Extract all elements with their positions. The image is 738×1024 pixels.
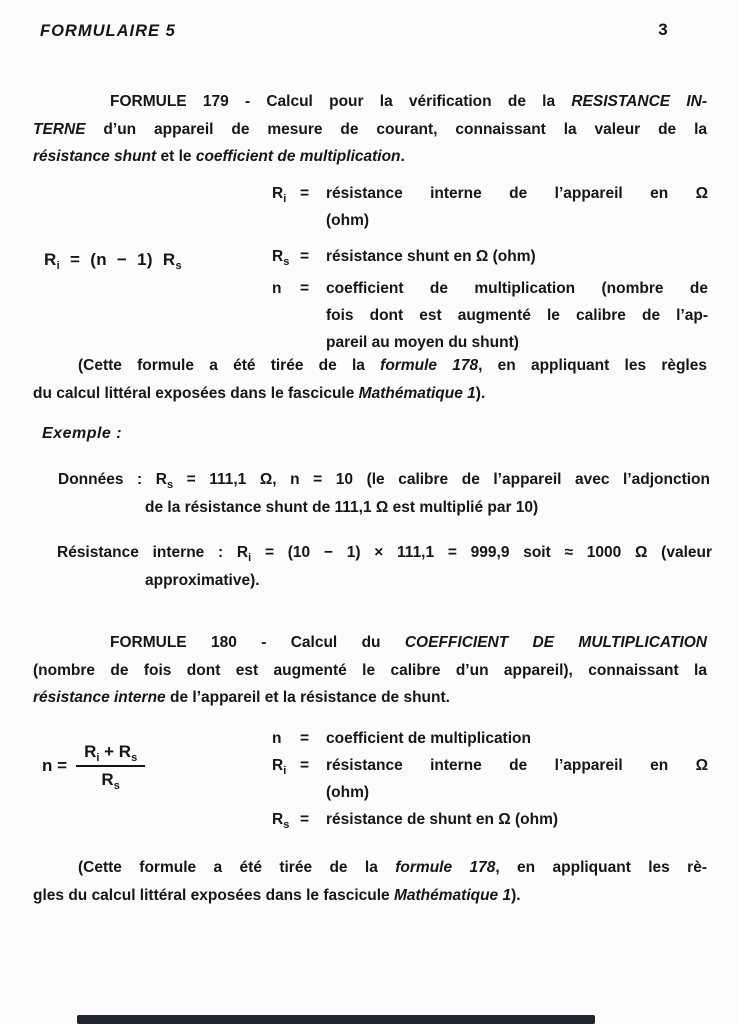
def-text: résistance interne de l’appareil en Ω (ohm): [326, 185, 708, 229]
intro-line: résistance shunt et le coefficient de multiplication.: [33, 148, 405, 165]
example-label: Exemple :: [42, 425, 123, 442]
def-row: [272, 243, 708, 270]
def-row: [272, 752, 708, 806]
emphasis: coefficient de multiplication: [195, 148, 401, 165]
emphasis: Mathématique 1: [393, 886, 512, 904]
example-result: [57, 539, 712, 594]
def-symbol: $R_i$: [272, 185, 287, 205]
def-text: résistance de shunt en Ω (ohm): [326, 811, 559, 828]
definitions-180: [272, 725, 708, 833]
intro-line: TERNE d’un appareil de mesure de courant, connaissant la valeur de la: [33, 120, 707, 138]
note-line: (Cette formule a été tirée de la formule 178, en appliquant les rè-: [78, 859, 707, 876]
note-line: (Cette formule a été tirée de la formule 178, en appliquant les règles: [78, 357, 707, 374]
note-line: gles du calcul littéral exposées dans le fascicule Mathématique 1).: [33, 886, 521, 904]
def-symbol: $R_s$: [272, 811, 290, 831]
definitions-179: [272, 180, 708, 356]
def-symbol: $R_i$: [272, 757, 287, 777]
formula-lhs: n =: [42, 756, 68, 775]
emphasis: résistance interne: [33, 689, 166, 706]
formula-coefficient: [42, 742, 145, 790]
equals-sign: =: [300, 811, 310, 828]
note-line: du calcul littéral exposées dans le fascicule Mathématique 1).: [33, 384, 486, 402]
emphasis: RESISTANCE IN-: [571, 93, 707, 110]
def-text: coefficient de multiplication: [326, 730, 531, 747]
equals-sign: =: [300, 280, 310, 297]
def-symbol: n: [272, 280, 282, 297]
equals-sign: =: [300, 730, 310, 747]
def-row: [272, 275, 708, 356]
formula-resistance-interne: $R_i = (n - 1)$ $R_s$: [44, 250, 182, 272]
equals-sign: =: [300, 757, 310, 774]
example-donnees: [58, 466, 710, 521]
fraction: [76, 742, 145, 790]
result-line: approximative).: [145, 571, 260, 589]
equals-sign: =: [300, 248, 310, 265]
fraction-numerator: $R_i + R_s$: [76, 742, 145, 767]
emphasis: résistance shunt: [33, 148, 157, 165]
intro-line: FORMULE 180 - Calcul du COEFFICIENT DE MULTIPLICATION: [110, 634, 707, 651]
emphasis: Mathématique 1: [358, 384, 476, 402]
def-row: [272, 725, 708, 752]
scan-artifact-bar: [77, 1015, 595, 1024]
emphasis: formule 178: [380, 357, 479, 374]
emphasis: COEFFICIENT DE MULTIPLICATION: [404, 634, 707, 651]
def-text: résistance shunt en Ω (ohm): [326, 248, 536, 265]
donnees-line: de la résistance shunt de 111,1 Ω est multiplié par 10): [145, 498, 539, 516]
def-symbol: $R_s$: [272, 248, 290, 268]
note-180: [33, 854, 707, 909]
page-number: 3: [658, 20, 668, 39]
def-row: [272, 806, 708, 833]
intro-line: FORMULE 179 - Calcul pour la vérification de la RESISTANCE IN-: [110, 93, 707, 110]
def-row: [272, 180, 708, 234]
def-symbol: n: [272, 730, 282, 747]
intro-line: résistance interne de l’appareil et la résistance de shunt.: [33, 689, 450, 706]
donnees-line: Données : $R_s = 111,1$ Ω, n = 10 (le calibre de l’appareil avec l’adjonction: [58, 471, 710, 491]
formule-180-intro: [33, 629, 707, 712]
intro-line: (nombre de fois dont est augmenté le calibre d’un appareil), connaissant la: [33, 661, 707, 679]
note-179: [33, 352, 707, 407]
fraction-denominator: $R_s$: [101, 770, 120, 792]
result-line: Résistance interne : $R_i = (10 - 1) \times 111,1 = 999,9$ soit ≈ 1000 Ω (valeur: [57, 544, 712, 564]
def-text: résistance interne de l’appareil en Ω (ohm): [326, 757, 708, 801]
formule-179-intro: [33, 88, 707, 171]
page-title: FORMULAIRE 5: [40, 22, 176, 40]
def-text: coefficient de multiplication (nombre de fois dont est augmenté le calibre de l’ap- pareil au moyen du shunt): [326, 280, 708, 351]
emphasis: TERNE: [33, 120, 86, 138]
equals-sign: =: [300, 185, 310, 202]
emphasis: formule 178: [395, 859, 496, 876]
